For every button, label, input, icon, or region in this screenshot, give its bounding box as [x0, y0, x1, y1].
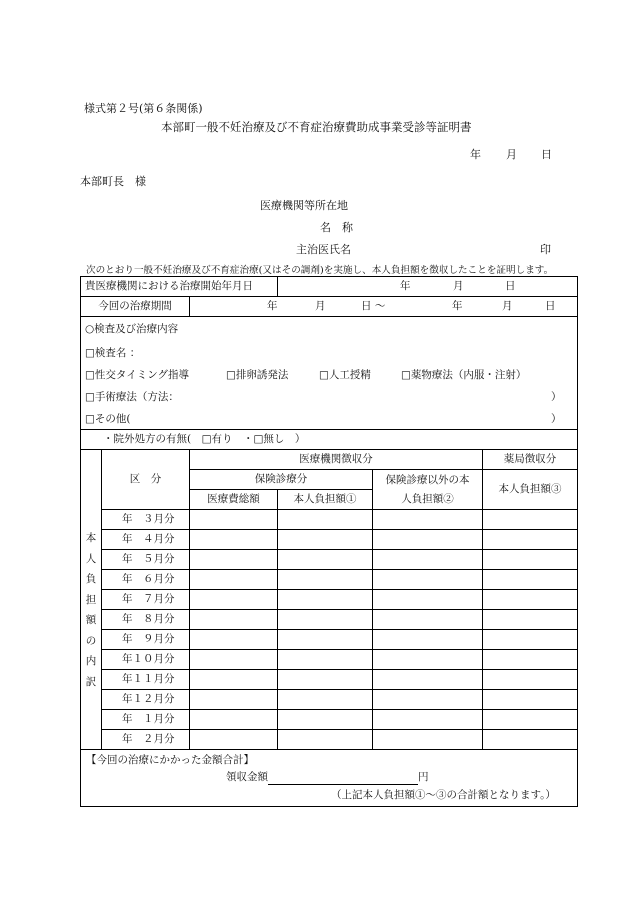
month-label: 年１１月分 [102, 670, 190, 690]
cell[interactable] [278, 670, 373, 690]
form-number: 様式第２号(第６条関係) [84, 102, 203, 115]
cell[interactable] [373, 630, 483, 650]
period-from-year: 年 [267, 300, 278, 312]
self-pay-1-header: 本人負担額① [278, 490, 373, 510]
cell[interactable] [483, 510, 578, 530]
period-field[interactable] [190, 297, 578, 317]
surgery-close-paren: ） [551, 391, 562, 403]
month-row [81, 550, 578, 570]
treatment-content-row [81, 317, 578, 430]
side-char: 額 [85, 614, 97, 626]
period-from-month: 月 [315, 300, 326, 312]
seal-mark: 印 [540, 243, 551, 256]
cell[interactable] [483, 570, 578, 590]
period-from-day: 日 〜 [361, 300, 386, 312]
start-date-day: 日 [505, 280, 516, 292]
cell[interactable] [373, 650, 483, 670]
date-day: 日 [541, 148, 552, 161]
month-label: 年 ９月分 [102, 630, 190, 650]
total-note: （上記本人負担額①〜③の合計額となります。） [331, 789, 556, 801]
cell[interactable] [278, 530, 373, 550]
ovulation-induction-checkbox[interactable]: □排卵誘発法 [226, 369, 289, 381]
document-title: 本部町一般不妊治療及び不育症治療費助成事業受診等証明書 [161, 120, 472, 134]
uninsured-header-line1: 保険診療以外の本 [385, 473, 470, 486]
month-row [81, 690, 578, 710]
month-row [81, 710, 578, 730]
cell[interactable] [483, 630, 578, 650]
cell[interactable] [278, 730, 373, 750]
total-heading: 【今回の治療にかかった金額合計】 [86, 754, 254, 766]
side-char: 訳 [85, 675, 97, 688]
cell[interactable] [278, 690, 373, 710]
month-row [81, 530, 578, 550]
exam-name-checkbox[interactable]: □検査名 ： [85, 347, 141, 359]
cell[interactable] [373, 530, 483, 550]
cell[interactable] [373, 590, 483, 610]
outside-prescription[interactable]: ・院外処方の有無( □有り ・□無し ） [81, 430, 578, 450]
month-label: 年１２月分 [102, 690, 190, 710]
month-label: 年 ７月分 [102, 590, 190, 610]
exam-heading: ○検査及び治療内容 [85, 323, 179, 335]
cell[interactable] [373, 670, 483, 690]
month-row [81, 630, 578, 650]
cell[interactable] [190, 690, 278, 710]
period-to-year: 年 [452, 300, 463, 312]
cell[interactable] [190, 570, 278, 590]
cell[interactable] [190, 510, 278, 530]
period-to-month: 月 [502, 300, 513, 312]
doctor-name-label: 主治医氏名 [296, 243, 351, 256]
side-char: 負 [85, 573, 97, 585]
side-char: の [85, 634, 97, 647]
period-row [81, 297, 578, 317]
cell[interactable] [278, 650, 373, 670]
cell[interactable] [483, 610, 578, 630]
period-label: 今回の治療期間 [81, 297, 190, 317]
total-cell [81, 750, 578, 807]
addressee: 本部町長 様 [80, 175, 146, 188]
cell[interactable] [190, 730, 278, 750]
start-date-row [81, 277, 578, 297]
cell[interactable] [190, 590, 278, 610]
month-row [81, 570, 578, 590]
uninsured-header [373, 470, 483, 510]
cell[interactable] [483, 710, 578, 730]
side-char: 人 [85, 552, 97, 565]
timing-guidance-checkbox[interactable]: □性交タイミング指導 [85, 369, 190, 381]
yen-unit: 円 [418, 771, 429, 783]
cell[interactable] [483, 590, 578, 610]
start-date-field[interactable] [278, 277, 578, 297]
month-label: 年１０月分 [102, 650, 190, 670]
cell[interactable] [190, 710, 278, 730]
cell[interactable] [373, 730, 483, 750]
cell[interactable] [190, 630, 278, 650]
certification-statement: 次のとおり一般不妊治療及び不育症治療(又はその調剤)を実施し、本人負担額を徴収したことを証明します。 [86, 265, 554, 276]
cell[interactable] [278, 510, 373, 530]
month-label: 年 ２月分 [102, 730, 190, 750]
cell[interactable] [278, 610, 373, 630]
cell[interactable] [190, 610, 278, 630]
month-label: 年 ４月分 [102, 530, 190, 550]
cell[interactable] [373, 710, 483, 730]
month-row [81, 510, 578, 530]
cell[interactable] [278, 710, 373, 730]
side-char: 担 [85, 593, 97, 606]
cell[interactable] [483, 550, 578, 570]
cell[interactable] [373, 570, 483, 590]
side-char: 内 [85, 655, 97, 667]
cell[interactable] [483, 530, 578, 550]
cell[interactable] [373, 690, 483, 710]
pharmacy-self-pay-header: 本人負担額③ [483, 470, 578, 510]
certificate-table [80, 276, 578, 807]
month-row [81, 590, 578, 610]
month-label: 年 ５月分 [102, 550, 190, 570]
cell[interactable] [190, 530, 278, 550]
kubun-header: 区 分 [102, 450, 190, 510]
month-row [81, 730, 578, 750]
cell[interactable] [483, 650, 578, 670]
insured-header: 保険診療分 [190, 470, 373, 490]
breakdown-side-label [81, 450, 102, 750]
cell[interactable] [373, 610, 483, 630]
other-close-paren: ） [551, 413, 562, 425]
date-month: 月 [506, 148, 517, 161]
cell[interactable] [373, 550, 483, 570]
pharmacy-collected-header: 薬局徴収分 [483, 450, 578, 470]
surgery-checkbox[interactable]: □手術療法（方法： [85, 391, 179, 403]
receipt-label: 領収金額 [226, 771, 268, 783]
drug-therapy-checkbox[interactable]: □薬物療法（内服・注射） [401, 369, 527, 381]
receipt-amount-line [268, 772, 418, 785]
institution-collected-header: 医療機関徴収分 [190, 450, 483, 470]
cell[interactable] [373, 510, 483, 530]
month-label: 年 ６月分 [102, 570, 190, 590]
month-row [81, 610, 578, 630]
breakdown-header-row-1 [81, 450, 578, 470]
cell[interactable] [190, 670, 278, 690]
uninsured-header-line2: 人負担額② [401, 492, 454, 505]
side-char: 本 [85, 532, 97, 544]
period-to-day: 日 [545, 300, 556, 312]
cell[interactable] [190, 650, 278, 670]
cell[interactable] [483, 690, 578, 710]
cell[interactable] [483, 730, 578, 750]
total-row [81, 750, 578, 807]
cell[interactable] [278, 590, 373, 610]
month-row [81, 650, 578, 670]
receipt-amount[interactable] [226, 770, 429, 785]
month-row [81, 670, 578, 690]
start-date-label: 貴医療機関における治療開始年月日 [81, 277, 278, 297]
institution-address-label: 医療機関等所在地 [260, 199, 348, 212]
start-date-year: 年 [400, 280, 411, 292]
cell[interactable] [278, 570, 373, 590]
month-label: 年 ８月分 [102, 610, 190, 630]
month-label: 年 １月分 [102, 710, 190, 730]
other-checkbox[interactable]: □その他( [85, 413, 131, 425]
outside-prescription-row [81, 430, 578, 450]
institution-name-label: 名 称 [320, 221, 353, 234]
start-date-month: 月 [453, 280, 464, 292]
date-year: 年 [470, 148, 481, 161]
cell[interactable] [278, 630, 373, 650]
month-label: 年 ３月分 [102, 510, 190, 530]
treatment-content-cell [81, 317, 578, 430]
cell[interactable] [190, 550, 278, 570]
cell[interactable] [278, 550, 373, 570]
total-medical-cost-header: 医療費総額 [190, 490, 278, 510]
insemination-checkbox[interactable]: □人工授精 [319, 369, 371, 381]
cell[interactable] [483, 670, 578, 690]
